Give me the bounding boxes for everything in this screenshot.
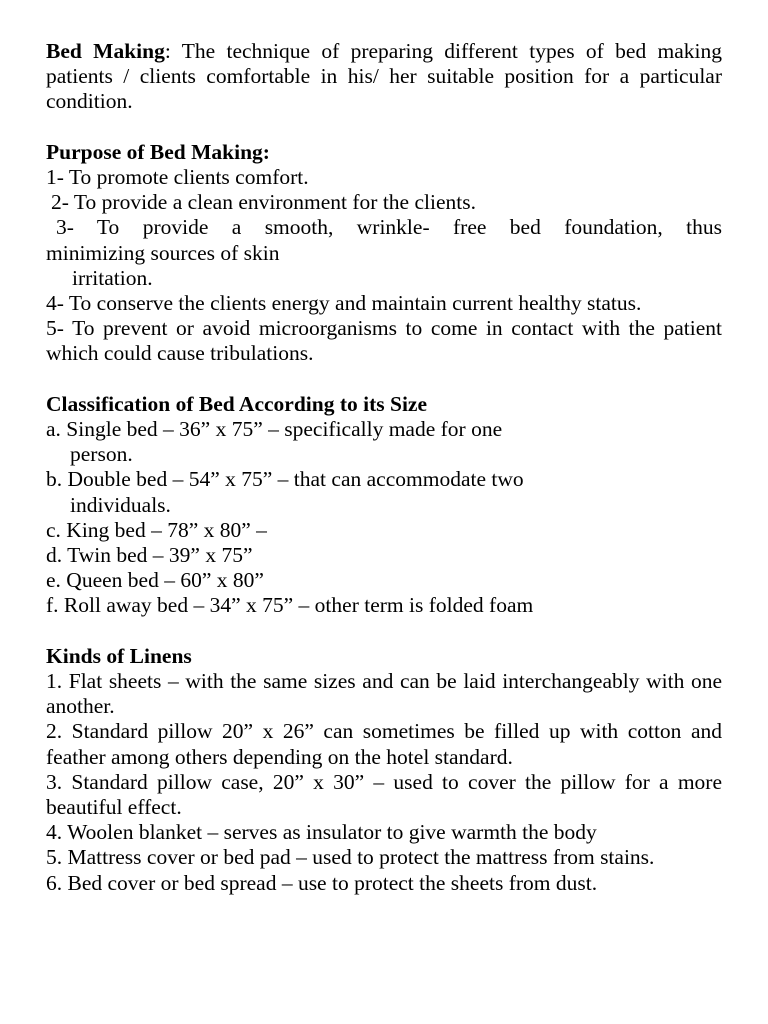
intro-definition: : The technique of preparing different types of bed making patients / clients comfortable in his/ her suitable position for a particular condition. [46,39,722,114]
classification-item-b: b. Double bed – 54” x 75” – that can accommodate two [46,467,524,492]
classification-item-f: f. Roll away bed – 34” x 75” – other term is folded foam [46,593,534,618]
purpose-item-2: 2- To provide a clean environment for the clients. [51,190,476,215]
linens-item-1: 1. Flat sheets – with the same sizes and can be laid interchangeably with one another. [46,669,722,719]
linens-item-4: 4. Woolen blanket – serves as insulator to give warmth the body [46,820,597,845]
purpose-item-1: 1- To promote clients comfort. [46,165,309,189]
linens-item-3: 3. Standard pillow case, 20” x 30” – used to cover the pillow for a more beautiful effect. [46,769,722,820]
classification-item-c: c. King bed – 78” x 80” – [46,517,267,542]
classification-item-a: a. Single bed – 36” x 75” – specifically made for one [46,417,503,442]
section-gap [46,367,722,392]
linens-item-6: 6. Bed cover or bed spread – use to protect the sheets from dust. [46,870,598,895]
section-gap [46,115,722,140]
linens-item-5: 5. Mattress cover or bed pad – used to protect the mattress from stains. [46,845,655,870]
linens-heading: Kinds of Linens [46,643,192,668]
purpose-item-3: 3- To provide a smooth, wrinkle- free bed foundation, thus [56,215,722,240]
classification-item-a-cont: person. [70,442,133,467]
document-body [46,39,722,896]
classification-item-e: e. Queen bed – 60” x 80” [46,568,264,593]
classification-item-d: d. Twin bed – 39” x 75” [46,543,253,568]
purpose-item-3-cont: minimizing sources of skin [46,240,280,265]
section-gap [46,619,722,644]
classification-item-b-cont: individuals. [70,492,171,517]
purpose-item-5: 5- To prevent or avoid microorganisms to come in contact with the patient which could cause tribulations. [46,316,722,366]
linens-item-2: 2. Standard pillow 20” x 26” can sometimes be filled up with cotton and feather among others depending on the hotel standard. [46,719,722,769]
intro-term: Bed Making [46,39,165,63]
purpose-item-3-cont-2: irritation. [72,265,153,290]
classification-heading: Classification of Bed According to its Size [46,391,428,416]
purpose-heading: Purpose of Bed Making: [46,139,270,164]
purpose-item-4: 4- To conserve the clients energy and maintain current healthy status. [46,291,642,316]
intro-paragraph [46,39,722,115]
